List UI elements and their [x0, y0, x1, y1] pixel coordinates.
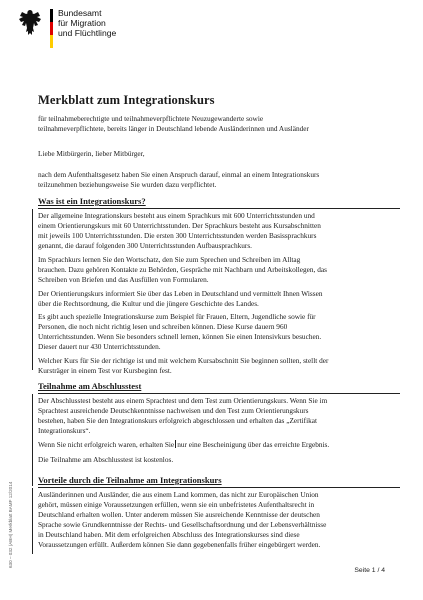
section-heading-was-ist [38, 196, 400, 209]
text-line: gehört, müssen einige Voraussetzungen erfüllen, wenn sie ein unbefristetes Aufenthaltsrecht in [38, 500, 315, 509]
intro-line: teilzunehmen beziehungsweise Sie wurden dazu verpflichtet. [38, 180, 217, 189]
text-line: Welcher Kurs für Sie der richtige ist und mit welchem Kursabschnitt Sie beginnen sollten, stellt der [38, 356, 329, 365]
text-line: in Deutschland haben. Mit dem erfolgreichen Abschluss des Integrationskurses sind diese [38, 530, 300, 539]
text-line: über die Rechtsordnung, die Kultur und die jüngere Geschichte des Landes. [38, 299, 259, 308]
text-line: Dieser dauert nur 430 Unterrichtsstunden. [38, 342, 161, 351]
text-line: brauchen. Dazu gehören Kontakte zu Behörden, Gespräche mit Nachbarn und Arbeitskollegen, das [38, 265, 327, 274]
section-heading-text: Vorteile durch die Teilnahme am Integrationskurs [38, 475, 222, 485]
logo-line: für Migration [58, 18, 106, 28]
section2-para-1 [38, 396, 400, 436]
logo-text [58, 8, 116, 38]
subtitle [38, 114, 400, 134]
intro [38, 170, 400, 190]
form-code [6, 438, 16, 568]
section2-para-2 [38, 440, 400, 450]
flag-stripe-red [50, 22, 53, 35]
text-line: Es gibt auch spezielle Integrationskurse zum Beispiel für Frauen, Eltern, Jugendliche sowie für [38, 312, 316, 321]
section-sideline [32, 394, 33, 486]
text-segment: Wenn Sie nicht erfolgreich waren, erhalten Sie [38, 440, 175, 449]
section1-para-1 [38, 211, 400, 251]
section3-para-1 [38, 490, 400, 550]
flag-stripes [50, 9, 53, 48]
text-line: Der Orientierungskurs informiert Sie über das Leben in Deutschland und vermittelt Ihnen Wissen [38, 289, 323, 298]
page-number: Seite 1 / 4 [354, 567, 385, 574]
intro-line: nach dem Aufenthaltsgesetz haben Sie einen Anspruch darauf, einmal an einem Integrationskurs [38, 170, 320, 179]
text-line: genannt, die darauf folgenden 300 Unterrichtsstunden Aufbausprachkurs. [38, 241, 252, 250]
section1-para-5 [38, 356, 400, 376]
text-line: Im Sprachkurs lernen Sie den Wortschatz, den Sie zum Sprechen und Schreiben im Alltag [38, 255, 301, 264]
section-heading-text: Teilnahme am Abschlusstest [38, 381, 142, 391]
greeting: Liebe Mitbürgerin, lieber Mitbürger, [38, 149, 145, 158]
section1-para-2 [38, 255, 400, 285]
text-line: Kursträger in einem Test vor Kursbeginn fest. [38, 366, 172, 375]
section-heading-abschlusstest [38, 381, 400, 394]
federal-eagle-icon [18, 8, 42, 38]
text-line: Ausländerinnen und Ausländer, die aus einem Land kommen, das nicht zur Europäischen Union [38, 490, 319, 499]
section-heading-vorteile [38, 475, 400, 488]
section-heading-text: Was ist ein Integrationskurs? [38, 196, 146, 206]
text-line: Voraussetzungen erfüllt. Außerdem können Sie dann gegebenenfalls früher eingebürgert werden. [38, 540, 321, 549]
bamf-logo [16, 6, 166, 66]
text-line: Unterrichtsstunden. Wenn Sie besonders schnell lernen, können Sie einen Intensivkurs besuchen. [38, 332, 322, 341]
text-line: Der allgemeine Integrationskurs besteht aus einem Sprachkurs mit 600 Unterrichtsstunden und [38, 211, 315, 220]
section-sideline [32, 488, 33, 554]
text-line: Integrationskurs“. [38, 426, 91, 435]
section2-para-3: Die Teilnahme am Abschlusstest ist kostenlos. [38, 455, 174, 464]
section1-para-3 [38, 289, 400, 309]
subtitle-line: teilnahmeverpflichtete, bereits länger in Deutschland lebende Ausländerinnen und Ausländer [38, 124, 309, 133]
flag-stripe-gold [50, 35, 53, 48]
text-line: Schreiben von Briefen und das Ausfüllen von Formularen. [38, 275, 209, 284]
text-line: einem Orientierungskurs mit 60 Unterrichtsstunden. Der Sprachkurs besteht aus Kursabschnitten [38, 221, 321, 230]
text-line: Der Abschlusstest besteht aus einem Sprachtest und dem Test zum Orientierungskurs. Wenn Sie im [38, 396, 328, 405]
text-line: Personen, die noch nicht richtig lesen und schreiben können. Diese Kurse dauern 960 [38, 322, 288, 331]
text-line: Sprache sowie Grundkenntnisse der Rechts- und Gesellschaftsordnung und der Lebensverhältnisse [38, 520, 327, 529]
text-segment: nur eine Bescheinigung über das erreichte Ergebnis. [177, 440, 330, 449]
form-code-text: 630 – 032 (ABH) Merkblatt BAMF 12/2014 [8, 481, 13, 568]
subtitle-line: für teilnahmeberechtigte und teilnahmeverpflichtete Neuzugewanderte sowie [38, 114, 264, 123]
section-sideline [32, 209, 33, 370]
section1-para-4 [38, 312, 400, 352]
text-line: mit jeweils 100 Unterrichtsstunden. Die ersten 300 Unterrichtsstunden werden Basissprachkurs [38, 231, 317, 240]
flag-stripe-black [50, 9, 53, 22]
text-line: Sprachtest ausreichende Deutschkenntnisse nachweisen und den Test zum Orientierungskurs [38, 406, 309, 415]
text-line: bestehen, haben Sie den Integrationskurs erfolgreich abgeschlossen und erhalten das „Zertifikat [38, 416, 318, 425]
logo-line: Bundesamt [58, 8, 102, 18]
document-title: Merkblatt zum Integrationskurs [38, 93, 215, 107]
text-line: Deutschland erhalten wollen. Unter anderem müssen Sie ausreichende Kenntnisse der deutschen [38, 510, 320, 519]
logo-line: und Flüchtlinge [58, 28, 117, 38]
